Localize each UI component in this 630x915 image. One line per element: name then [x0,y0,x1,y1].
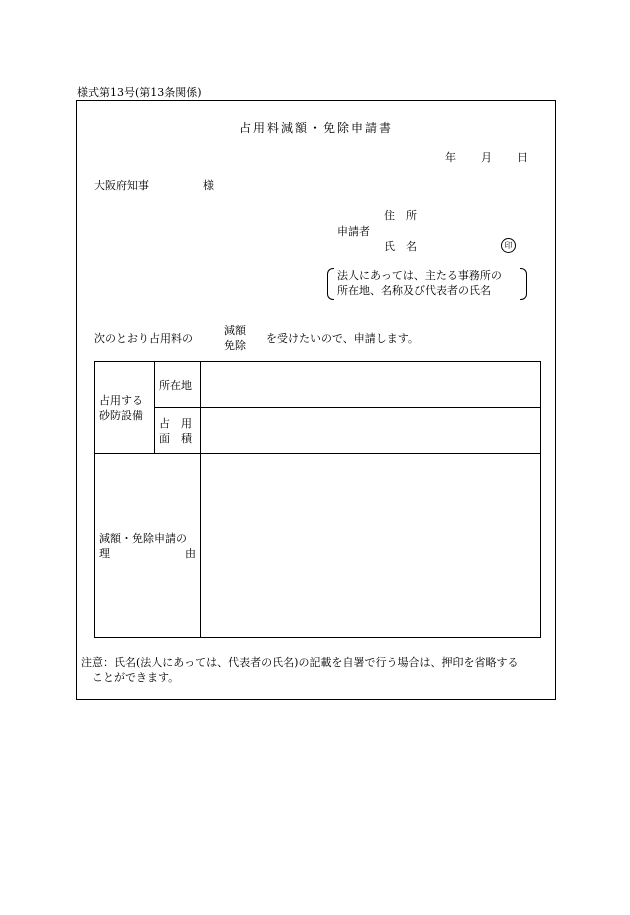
name-label: 氏 名 [384,240,417,253]
facility-label-line1: 占用する [99,393,143,407]
table-row [95,408,541,454]
reason-label-line2 [99,546,196,561]
form-number: 様式第13号(第13条関係) [77,86,202,99]
date-day: 日 [517,151,528,164]
statement-prefix: 次のとおり占用料の [94,332,193,345]
table-row [95,454,541,638]
statement-suffix: を受けたいので、申請します。 [266,332,419,345]
reason-label-line1: 減額・免除申請の [99,531,187,545]
form-title: 占用料減額・免除申請書 [238,121,393,135]
location-label-cell [155,362,201,408]
area-value-field[interactable] [201,408,541,454]
seal-mark: 印 [501,238,516,253]
application-table [94,361,541,638]
corporate-note-line2: 所在地、名称及び代表者の氏名 [337,284,491,297]
corporate-note [327,268,527,300]
footnote-line1: 注意：氏名(法人にあっては、代表者の氏名)の記載を自署で行う場合は、押印を省略する [81,656,519,669]
reason-label-yu: 由 [185,546,196,560]
reason-label-ri: 理 [99,546,110,560]
footnote-line2: ことができます。 [92,671,180,684]
reason-label-cell [95,454,201,638]
reason-value-field[interactable] [201,454,541,638]
bracket-left [327,268,334,300]
date-year: 年 [445,151,456,164]
corporate-note-line1: 法人にあっては、主たる事務所の [337,269,502,282]
bracket-right [520,268,527,300]
facility-label-cell [95,362,155,454]
location-label: 所在地 [159,378,192,392]
facility-label-line2: 砂防設備 [99,408,143,422]
applicant-label: 申請者 [337,225,370,238]
area-label-line1: 占 用 [159,416,192,430]
area-label-cell [155,408,201,454]
addressee-name: 大阪府知事 [94,179,149,192]
date-month: 月 [481,151,492,164]
form-frame [76,100,556,700]
address-label: 住 所 [384,209,417,222]
area-label-line2: 面 積 [159,431,192,445]
location-value-field[interactable] [201,362,541,408]
statement-option-reduction: 減額 [224,324,246,337]
addressee-honorific: 様 [203,179,214,192]
table-row [95,362,541,408]
statement-option-exemption: 免除 [224,339,246,352]
